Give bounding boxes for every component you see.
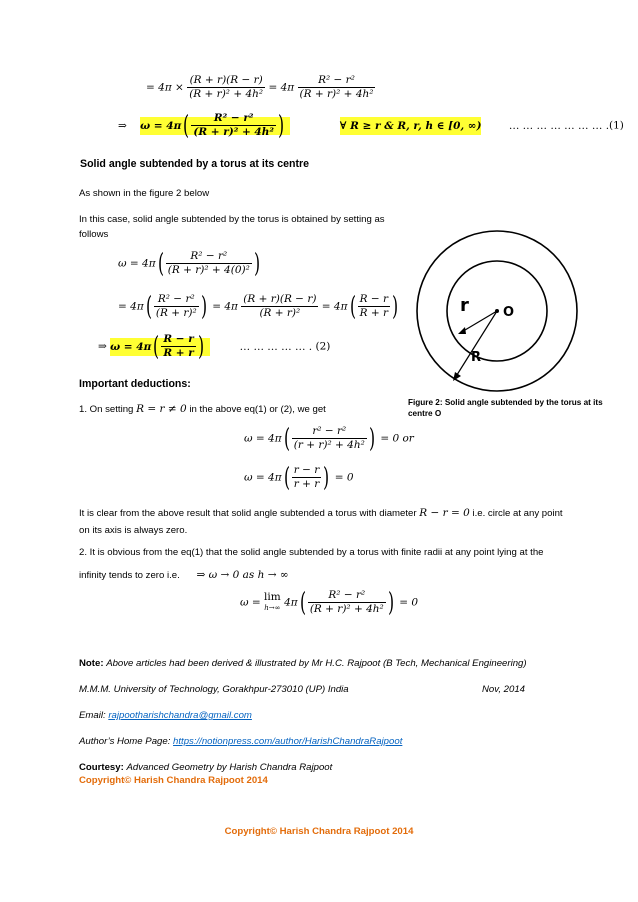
- eq-e-lhs: ω =: [240, 596, 261, 609]
- paren-close: ): [197, 331, 204, 362]
- eq1-dots: … … … … … … … .: [508, 119, 610, 132]
- frac-den: (r + r)² + 4h²: [293, 439, 365, 451]
- home-page-link[interactable]: https://notionpress.com/author/HarishChandraRajpoot: [173, 736, 403, 747]
- university-line: M.M.M. University of Technology, Gorakhpur-273010 (UP) India: [79, 684, 349, 695]
- copyright-line: Copyright© Harish Chandra Rajpoot 2014: [79, 775, 268, 786]
- frac-num: R − r: [163, 333, 194, 345]
- paren-close: ): [323, 462, 330, 493]
- deductions-title: Important deductions:: [79, 378, 191, 390]
- paren-open: (: [283, 462, 290, 493]
- eq-top-frac1: [187, 74, 265, 101]
- deduction-1-line: [79, 403, 326, 415]
- equation-d: [244, 464, 354, 491]
- equation-c: [244, 425, 414, 452]
- section-title: Solid angle subtended by a torus at its centre: [80, 158, 309, 170]
- paren-close: ): [253, 248, 260, 279]
- frac-num: R² − r²: [308, 589, 386, 603]
- d1-math: R = r ≠ 0: [136, 403, 187, 415]
- paren-close: ): [368, 423, 375, 454]
- paren-close: ): [387, 587, 394, 618]
- paragraph-2: [79, 212, 399, 242]
- frac-den: r + r: [293, 478, 320, 490]
- d1-rest: in the above eq(1) or (2), we get: [189, 404, 326, 415]
- eq2-highlight: [110, 331, 209, 362]
- limit-operator: [264, 592, 281, 614]
- frac-num: r − r: [293, 464, 320, 476]
- frac-den: (R + r)²: [259, 307, 301, 319]
- eq-d-lhs: ω = 4π: [244, 471, 282, 484]
- courtesy-line: [79, 762, 332, 773]
- paren-open: (: [283, 423, 290, 454]
- paren-open: (: [349, 291, 356, 322]
- frac-num: R² − r²: [154, 293, 199, 307]
- eq1-label: (1): [609, 119, 624, 132]
- frac-den: (R + r)² + 4(0)²: [167, 264, 250, 276]
- lim-text: lim: [264, 590, 281, 603]
- eq-top-mid: = 4π: [268, 81, 295, 94]
- torus-diagram: [405, 218, 605, 393]
- eq-b-p2: = 4π: [212, 300, 238, 313]
- equation-2: [98, 333, 330, 360]
- d2-math: ⇒ ω → 0 as h → ∞: [196, 569, 289, 581]
- radius-R-line: [455, 311, 497, 378]
- equation-b: [118, 293, 400, 320]
- footer-copyright: Copyright© Harish Chandra Rajpoot 2014: [224, 826, 414, 837]
- frac-num: (R + r)(R − r): [187, 74, 265, 88]
- eq1-highlight: [140, 110, 290, 141]
- email-link[interactable]: rajpootharishchandra@gmail.com: [108, 710, 252, 721]
- eq-b-p3: = 4π: [321, 300, 348, 313]
- courtesy-text: Advanced Geometry by Harish Chandra Rajpoot: [126, 762, 333, 773]
- frac-den: (R + r)² + 4h²: [299, 88, 374, 100]
- eq-d-rhs: = 0: [334, 471, 354, 484]
- eq-d-frac: [292, 464, 322, 491]
- para1-text: As shown in the figure 2 below: [79, 188, 210, 199]
- d1-conclusion-paragraph: [79, 505, 569, 539]
- paragraph-1: [79, 186, 209, 201]
- para2-text: In this case, solid angle subtended by the torus is obtained by setting as follows: [79, 214, 385, 240]
- courtesy-label: Courtesy:: [79, 762, 124, 773]
- eq-b-p1: = 4π: [118, 300, 144, 313]
- label-r: r: [460, 295, 469, 316]
- implies-arrow: ⇒: [118, 119, 127, 132]
- deduction-1-conclusion: [79, 505, 569, 539]
- lim-sub: h→∞: [264, 603, 281, 612]
- note-label: Note:: [79, 658, 104, 669]
- eq2-frac: [161, 333, 195, 360]
- radius-r-arrowhead: [458, 327, 466, 334]
- eq-c-frac: [292, 425, 367, 452]
- paren-close: ): [278, 110, 285, 141]
- equation-a: [118, 250, 262, 277]
- eq-top-frac2: [298, 74, 376, 101]
- deduction-2-line2: [79, 569, 289, 581]
- frac-den: (R + r)² + 4h²: [189, 88, 264, 100]
- eq1-condition: ∀ R ≥ r & R, r, h ∈ [0, ∞): [340, 117, 482, 135]
- paren-close: ): [200, 291, 207, 322]
- equation-top: [146, 74, 375, 101]
- eq-e-frac: [308, 589, 386, 616]
- eq2-label: (2): [315, 340, 331, 353]
- paren-open: (: [299, 587, 306, 618]
- frac-den: R + r: [163, 347, 194, 359]
- eq2-lhs: ω = 4π: [110, 340, 152, 353]
- eq-b-frac2: [241, 293, 318, 320]
- eq-e-rhs: = 0: [399, 596, 419, 609]
- frac-den: R + r: [359, 307, 389, 319]
- paren-close: ): [392, 291, 399, 322]
- note-text: Above articles had been derived & illustrated by Mr H.C. Rajpoot (B Tech, Mechanical Engineering): [106, 658, 527, 669]
- eq-b-frac1: [154, 293, 199, 320]
- equation-e: [240, 589, 418, 616]
- d2-text2: infinity tends to zero i.e.: [79, 570, 180, 581]
- d1-conclusion-math: R − r = 0: [419, 507, 470, 519]
- frac-den: (R + r)²: [155, 307, 197, 319]
- frac-den: (R + r)² + 4h²: [193, 126, 274, 138]
- eq1-lhs: ω = 4π: [140, 119, 182, 132]
- eq-c-lhs: ω = 4π: [244, 432, 282, 445]
- d1-conclusion-a: It is clear from the above result that solid angle subtended a torus with diameter: [79, 508, 417, 519]
- paren-open: (: [157, 248, 164, 279]
- email-label: Email:: [79, 710, 106, 721]
- frac-num: r² − r²: [292, 425, 367, 439]
- d1-conclusion-b: i.e. circle at any point on its axis is always zero.: [79, 508, 563, 536]
- home-page-line: [79, 736, 402, 747]
- eq-top-lhs: = 4π ×: [146, 81, 184, 94]
- note-line: [79, 658, 527, 669]
- paren-open: (: [183, 110, 190, 141]
- frac-num: R − r: [359, 293, 389, 305]
- paren-open: (: [145, 291, 152, 322]
- figure-2: [405, 218, 605, 393]
- deduction-2-text: [79, 545, 579, 560]
- paren-open: (: [153, 331, 160, 362]
- eq-a-frac: [166, 250, 252, 277]
- label-o: O: [503, 305, 515, 320]
- d2-text: 2. It is obvious from the eq(1) that the solid angle subtended by a torus with finite radii at any point lying at the: [79, 547, 544, 558]
- frac-num: (R + r)(R − r): [243, 293, 317, 305]
- email-line: [79, 710, 252, 721]
- equation-1: [118, 112, 624, 139]
- eq-e-p: 4π: [284, 596, 298, 609]
- eq2-dots: … … … … … .: [239, 340, 313, 353]
- implies-arrow: ⇒: [98, 340, 107, 353]
- frac-num: R² − r²: [166, 250, 252, 264]
- eq-c-rhs: = 0 or: [380, 432, 414, 445]
- figure-caption: Figure 2: Solid angle subtended by the torus at its centre O: [408, 398, 603, 418]
- frac-num: R² − r²: [298, 74, 376, 88]
- eq1-frac: [191, 112, 276, 139]
- eq-a-lhs: ω = 4π: [118, 257, 156, 270]
- frac-num: R² − r²: [191, 112, 276, 126]
- date-line: Nov, 2014: [482, 684, 526, 695]
- home-label: Author’s Home Page:: [79, 736, 171, 747]
- frac-den: (R + r)² + 4h²: [309, 603, 384, 615]
- d1-text: 1. On setting: [79, 404, 134, 415]
- label-R: R: [471, 350, 482, 365]
- eq-b-frac3: [358, 293, 390, 320]
